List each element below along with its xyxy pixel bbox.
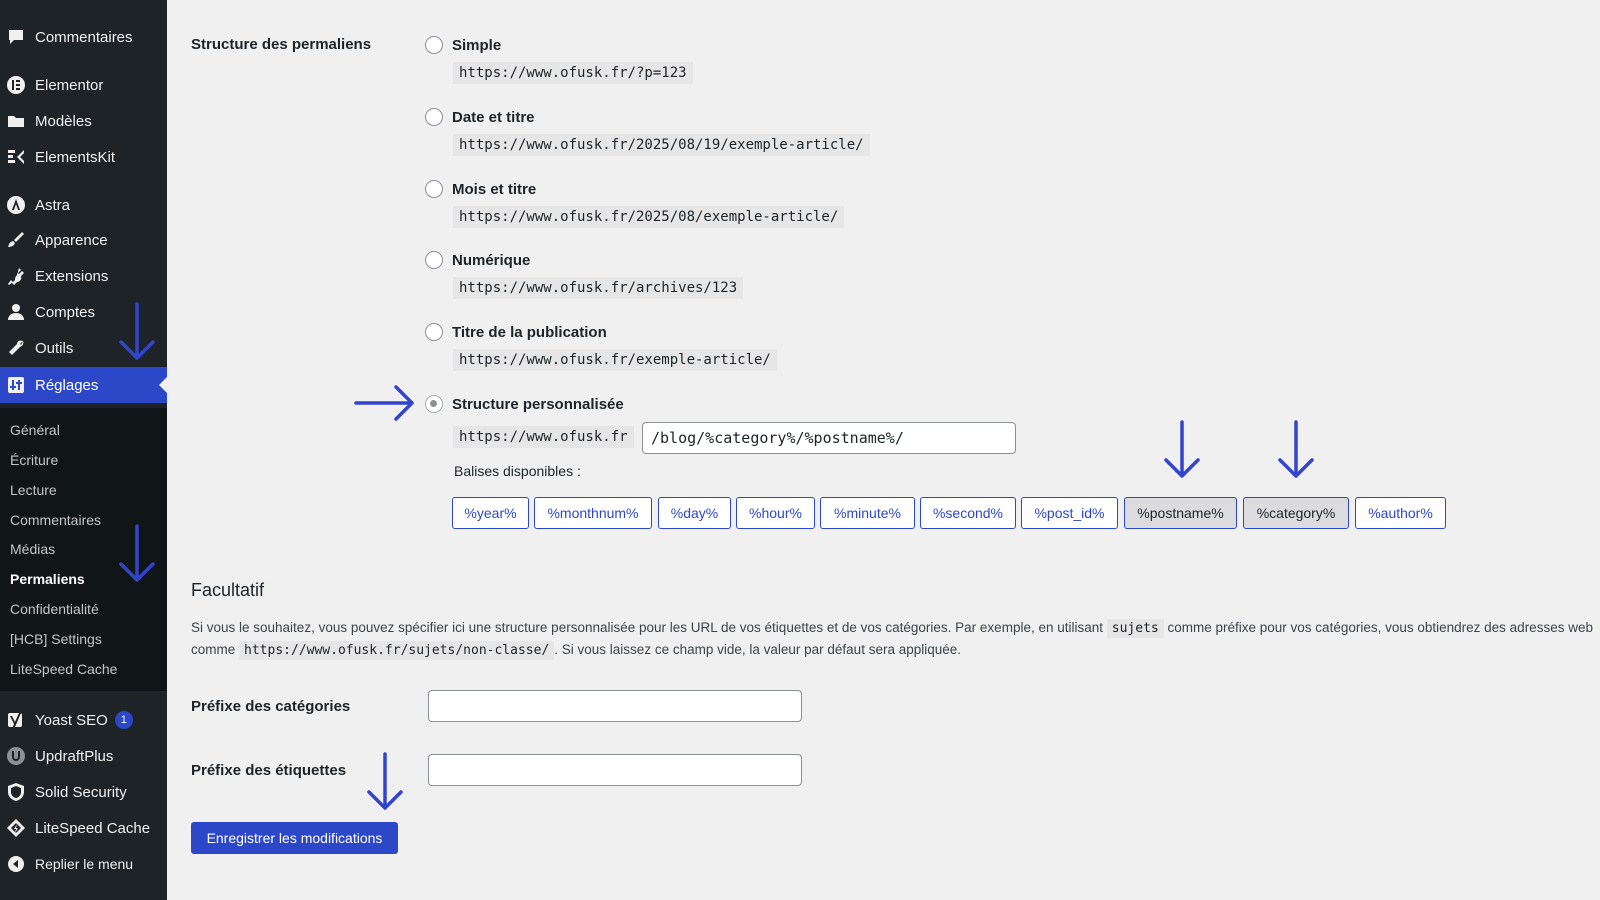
tag-category-button[interactable]: %category% [1243,497,1349,529]
user-icon [5,301,27,323]
comment-icon [5,26,27,48]
menu-extensions[interactable]: Extensions [0,258,167,294]
menu-models[interactable]: Modèles [0,103,167,139]
submenu-writing[interactable]: Écriture [10,452,59,468]
updraft-icon [5,745,27,767]
submenu-permalinks[interactable]: Permaliens [10,571,85,587]
menu-astra[interactable]: Astra [0,187,167,223]
wrench-icon [5,337,27,359]
menu-litespeed-cache[interactable]: LiteSpeed Cache [0,810,167,846]
custom-structure-input[interactable]: /blog/%category%/%postname%/ [642,422,1016,454]
radio-month-title[interactable] [425,180,443,198]
tag-prefix-input[interactable] [428,754,802,786]
menu-elementor[interactable]: Elementor [0,67,167,103]
radio-simple[interactable] [425,36,443,54]
menu-appearance[interactable]: Apparence [0,222,167,258]
tag-minute-button[interactable]: %minute% [820,497,915,529]
option-label-simple: Simple [452,37,502,54]
annotation-arrow-down-icon [1274,420,1318,480]
annotation-arrow-right-icon [354,383,416,423]
permalink-structure-label: Structure des permaliens [191,36,372,53]
annotation-arrow-down-icon [1160,420,1204,480]
example-url-month-title: https://www.ofusk.fr/2025/08/exemple-article/ [453,206,844,228]
radio-custom-structure[interactable] [425,395,443,413]
submenu-media[interactable]: Médias [10,541,56,557]
optional-section-title: Facultatif [191,580,265,600]
example-url-code: https://www.ofusk.fr/sujets/non-classe/ [239,641,554,660]
menu-collapse[interactable]: Replier le menu [0,846,167,882]
notification-badge: 1 [115,711,133,729]
elementor-icon [5,74,27,96]
elementskit-icon [5,146,27,168]
admin-sidebar [0,0,167,900]
option-label-numeric: Numérique [452,252,531,269]
menu-yoast-seo[interactable]: Yoast SEO 1 [0,702,167,738]
menu-solid-security[interactable]: Solid Security [0,774,167,810]
submenu-privacy[interactable]: Confidentialité [10,601,99,617]
example-url-simple: https://www.ofusk.fr/?p=123 [453,62,693,84]
yoast-icon [5,709,27,731]
astra-icon [5,194,27,216]
submenu-hcb-settings[interactable]: [HCB] Settings [10,631,102,647]
save-changes-button[interactable]: Enregistrer les modifications [191,822,398,854]
submenu-comments[interactable]: Commentaires [10,512,102,528]
collapse-icon [5,853,27,875]
litespeed-icon [5,817,27,839]
radio-post-title[interactable] [425,323,443,341]
menu-tools[interactable]: Outils [0,330,167,366]
option-label-custom-structure: Structure personnalisée [452,396,624,413]
optional-description: Si vous le souhaitez, vous pouvez spécifier ici une structure personnalisée pour les URL de vos étiquettes et de vos catégories. Par exemple, en utilisant sujets comme préfixe pour vos catégories, vous obtiendrez des adresses web comme https://www.ofusk.fr/sujets/non-classe/ . Si vous laissez ce champ vide, la valeur par défaut sera appliquée. [191,620,1593,658]
tag-hour-button[interactable]: %hour% [736,497,815,529]
tag-day-button[interactable]: %day% [658,497,731,529]
folder-icon [5,110,27,132]
category-prefix-label: Préfixe des catégories [191,698,351,715]
example-url-date-title: https://www.ofusk.fr/2025/08/19/exemple-article/ [453,134,870,156]
menu-settings[interactable]: Réglages [0,367,167,403]
settings-icon [5,374,27,396]
tag-post-id-button[interactable]: %post_id% [1021,497,1118,529]
tag-year-button[interactable]: %year% [452,497,529,529]
menu-elementskit[interactable]: ElementsKit [0,139,167,175]
category-prefix-input[interactable] [428,690,802,722]
example-url-numeric: https://www.ofusk.fr/archives/123 [453,277,743,299]
option-label-date-title: Date et titre [452,109,535,126]
annotation-arrow-down-icon [363,752,407,812]
annotation-arrow-down-icon [115,302,159,362]
submenu-general[interactable]: Général [10,422,60,438]
option-label-month-title: Mois et titre [452,181,537,198]
submenu-litespeed-cache[interactable]: LiteSpeed Cache [10,661,118,677]
submenu-reading[interactable]: Lecture [10,482,57,498]
tag-postname-button[interactable]: %postname% [1124,497,1237,529]
example-prefix-code: sujets [1107,619,1164,638]
custom-url-prefix: https://www.ofusk.fr [453,426,634,448]
menu-accounts[interactable]: Comptes [0,294,167,330]
option-label-post-title: Titre de la publication [452,324,607,341]
menu-comments[interactable]: Commentaires [0,19,167,55]
tag-second-button[interactable]: %second% [920,497,1016,529]
plugin-icon [5,265,27,287]
annotation-arrow-down-icon [115,524,159,584]
radio-numeric[interactable] [425,251,443,269]
radio-date-title[interactable] [425,108,443,126]
tag-author-button[interactable]: %author% [1355,497,1446,529]
example-url-post-title: https://www.ofusk.fr/exemple-article/ [453,349,777,371]
tag-monthnum-button[interactable]: %monthnum% [534,497,652,529]
menu-updraftplus[interactable]: UpdraftPlus [0,738,167,774]
tag-prefix-label: Préfixe des étiquettes [191,762,347,779]
paintbrush-icon [5,229,27,251]
available-tags-label: Balises disponibles : [454,463,581,479]
shield-icon [5,781,27,803]
